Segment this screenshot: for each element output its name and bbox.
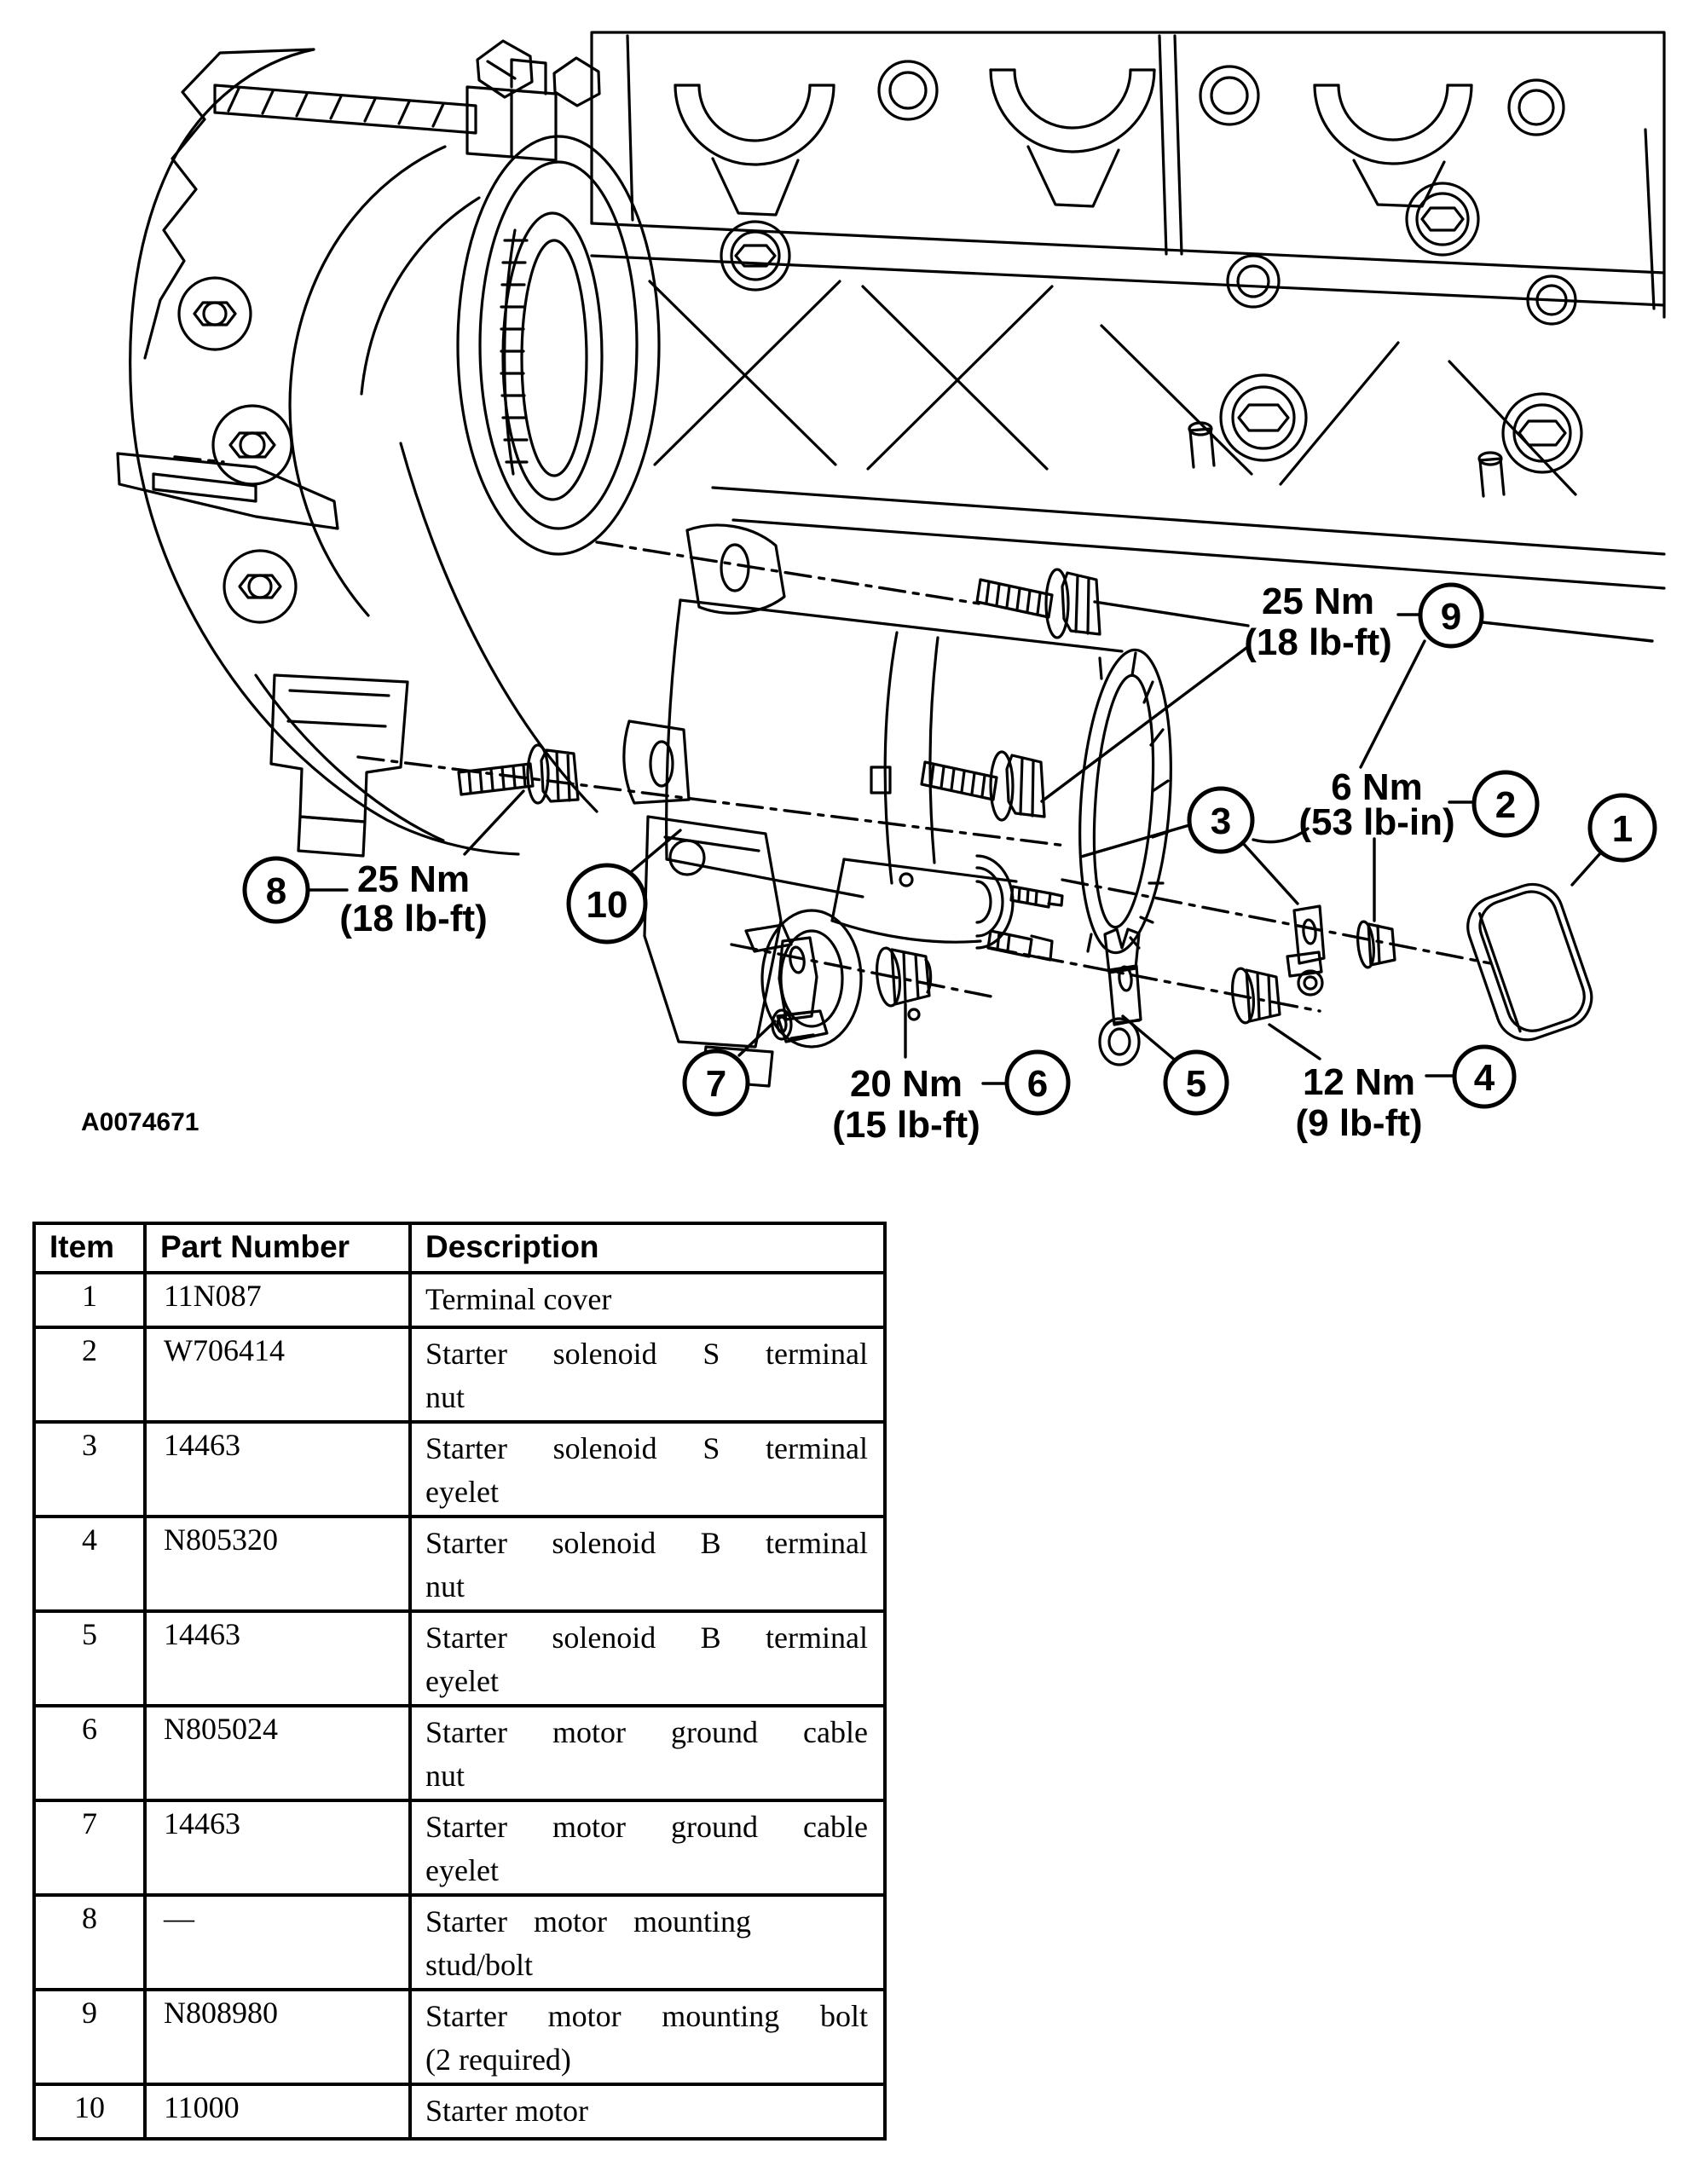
svg-text:(18 lb-ft): (18 lb-ft) [339,898,488,939]
part-number-cell: N805024 [145,1706,410,1800]
description-line: (2 required) [425,2042,571,2077]
table-row [34,1611,885,1706]
bell-housing-art [118,49,659,856]
hex-socket-boss [179,278,251,350]
table-row [34,1990,885,2084]
table-row [34,1273,885,1327]
callout-9-number: 9 [1440,596,1462,638]
torque-label-s-terminal [1298,766,1454,843]
description-line: Starter motor mounting [425,1904,751,1938]
description-line: stud/bolt [425,1948,534,1982]
part-number-cell: 14463 [145,1422,410,1517]
description-cell [410,1895,885,1990]
ground-cable-nut-6 [875,947,931,1007]
callout-10 [569,865,645,942]
callout-1-number: 1 [1611,808,1633,850]
mounting-bolt-lower [922,752,1044,820]
description-line: Starter motor ground cable [425,1715,868,1749]
parts-table-header-row [34,1223,885,1273]
torque-label-b-terminal [1295,1061,1422,1144]
callout-9 [1420,585,1482,646]
callout-2-number: 2 [1495,784,1517,826]
hex-socket-boss [213,406,292,484]
b-terminal-eyelet-5 [1100,929,1141,1065]
description-cell [410,1706,885,1800]
torque-label-ground-nut [832,1063,980,1146]
svg-text:(9 lb-ft): (9 lb-ft) [1295,1102,1423,1144]
terminal-cover-1 [1460,876,1599,1049]
bearing-bore [1315,85,1471,206]
description-line: Starter solenoid S terminal [425,1337,868,1371]
callout-3 [1189,789,1252,852]
parts-table [32,1222,887,2141]
description-line: eyelet [425,1664,499,1698]
ground-cable-eyelet-7 [746,925,827,1042]
table-row [34,1706,885,1800]
column-header-description: Description [410,1223,885,1273]
item-number-cell: 4 [34,1517,145,1611]
callout-5-number: 5 [1185,1063,1207,1105]
torque-label-stud-8 [339,858,488,939]
svg-text:25 Nm: 25 Nm [1261,581,1375,622]
hex-socket-boss [224,551,296,622]
bearing-bore [675,85,834,215]
description-line: Starter solenoid S terminal [425,1431,868,1465]
hex-socket-boss [1407,183,1478,255]
callout-8-number: 8 [265,870,287,912]
callout-7 [685,1051,748,1114]
item-number-cell: 3 [34,1422,145,1517]
mounting-stud [459,745,578,803]
table-row [34,1517,885,1611]
description-cell [410,1327,885,1422]
table-row [34,1895,885,1990]
callout-6-number: 6 [1026,1063,1049,1105]
description-cell [410,1611,885,1706]
svg-text:12 Nm: 12 Nm [1302,1061,1416,1103]
description-line: Terminal cover [425,1282,612,1316]
description-line: nut [425,1569,465,1603]
mounting-bolt-upper [977,569,1100,638]
svg-text:(18 lb-ft): (18 lb-ft) [1244,621,1392,663]
svg-text:6 Nm: 6 Nm [1331,766,1423,808]
part-number-cell: 11000 [145,2084,410,2139]
item-number-cell: 6 [34,1706,145,1800]
description-cell [410,1990,885,2084]
callout-4 [1454,1047,1514,1106]
hex-socket-boss [1221,375,1306,460]
description-line: Starter solenoid B terminal [425,1526,868,1560]
table-row [34,1800,885,1895]
description-cell [410,1422,885,1517]
description-line: Starter motor ground cable [425,1810,868,1844]
engine-stud [1479,453,1504,496]
callout-balloons [245,585,1655,1114]
callout-3-number: 3 [1210,800,1232,842]
callout-4-number: 4 [1473,1057,1495,1099]
description-line: Starter motor [425,2094,588,2128]
description-line: eyelet [425,1475,499,1509]
description-line: Starter solenoid B terminal [425,1621,868,1655]
s-terminal-nut-2 [1356,921,1395,968]
callout-2 [1474,772,1537,835]
item-number-cell: 8 [34,1895,145,1990]
column-header-part-number: Part Number [145,1223,410,1273]
table-row [34,1422,885,1517]
part-number-cell: 14463 [145,1800,410,1895]
description-cell [410,1800,885,1895]
part-number-cell: N805320 [145,1517,410,1611]
part-number-cell: N808980 [145,1990,410,2084]
item-number-cell: 2 [34,1327,145,1422]
svg-text:20 Nm: 20 Nm [849,1063,963,1105]
description-line: eyelet [425,1853,499,1887]
description-line: nut [425,1759,465,1793]
callout-7-number: 7 [705,1063,727,1105]
callout-6 [1007,1052,1068,1113]
description-cell [410,1517,885,1611]
description-line: nut [425,1380,465,1414]
callout-5 [1165,1052,1227,1113]
torque-label-bolt-9 [1244,581,1392,663]
figure-code: A0074671 [81,1108,199,1136]
svg-text:(15 lb-ft): (15 lb-ft) [832,1104,980,1146]
s-terminal-eyelet-3 [1287,906,1324,995]
table-row [34,2084,885,2139]
part-number-cell: — [145,1895,410,1990]
item-number-cell: 7 [34,1800,145,1895]
svg-text:(53 lb-in): (53 lb-in) [1298,801,1455,843]
part-number-cell: 14463 [145,1611,410,1706]
engine-block-art [477,32,1664,588]
callout-8 [245,858,308,922]
item-number-cell: 5 [34,1611,145,1706]
callout-10-number: 10 [586,884,628,926]
engine-stud [1189,423,1214,467]
item-number-cell: 10 [34,2084,145,2139]
item-number-cell: 1 [34,1273,145,1327]
description-cell [410,2084,885,2139]
description-line: Starter motor mounting bolt [425,1999,868,2033]
callout-1 [1590,795,1655,860]
item-number-cell: 9 [34,1990,145,2084]
description-cell [410,1273,885,1327]
part-number-cell: W706414 [145,1327,410,1422]
bearing-bore [991,70,1154,206]
column-header-item: Item [34,1223,145,1273]
part-number-cell: 11N087 [145,1273,410,1327]
table-row [34,1327,885,1422]
svg-text:25 Nm: 25 Nm [356,858,471,900]
